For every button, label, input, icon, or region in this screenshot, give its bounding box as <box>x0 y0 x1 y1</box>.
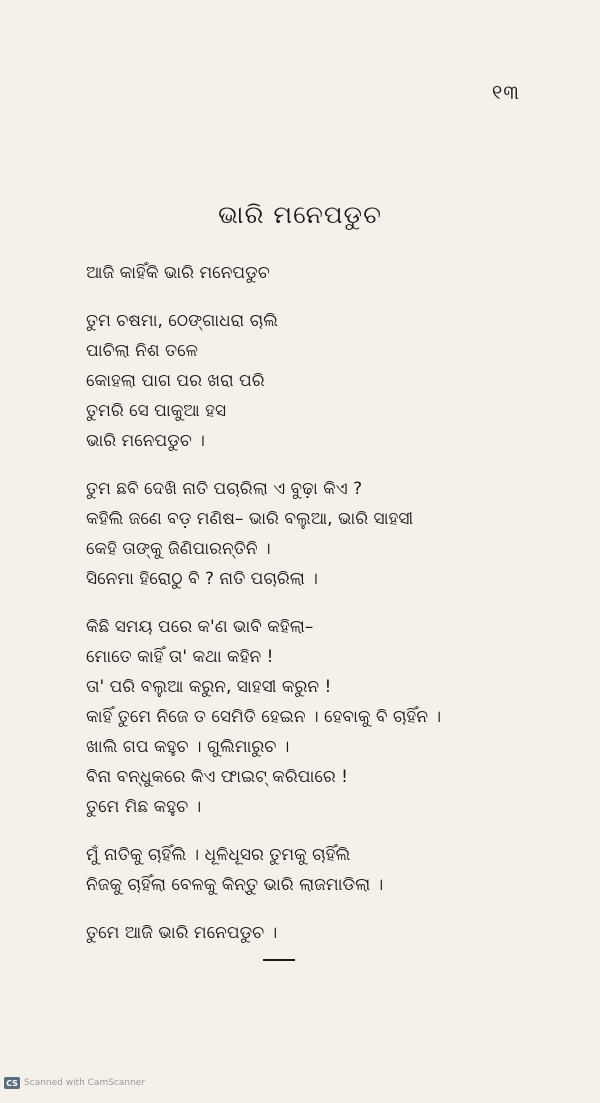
poem-line: ତା' ପରି ବଲୁଆ କରୁନ, ସାହସୀ କରୁନ ! <box>86 677 332 697</box>
poem-line: ଭାରି ମନେପଡୁଚ । <box>86 431 205 451</box>
stanza <box>86 474 576 594</box>
poem-line: ବିନା ବନ୍ଧୁକରେ କିଏ ଫାଇଟ୍ କରିପାରେ ! <box>86 767 348 787</box>
stanza <box>86 612 576 822</box>
page-number: ୧୩ <box>491 80 520 104</box>
poem-line: କେହି ତାଙ୍କୁ ଜିଣିପାରନ୍ତିନି । <box>86 539 271 559</box>
poem-line: ତୁମେ ମିଛ କହୁଚ । <box>86 797 202 817</box>
stanza <box>86 258 576 288</box>
camscanner-logo-icon: CS <box>4 1077 20 1089</box>
stanza <box>86 918 576 948</box>
end-rule <box>263 959 295 961</box>
poem-line: ମୋତେ କାହିଁ ତା' କଥା କହିନ ! <box>86 647 274 667</box>
poem-line: ତୁମ ଛବି ଦେଖି ନାତି ପଚାରିଲା ଏ ବୁଢ଼ା କିଏ ? <box>86 479 363 499</box>
poem-line: ଆଜି କାହିଁକି ଭାରି ମନେପଡୁଚ <box>86 263 270 283</box>
poem-line: ପାଚିଲା ନିଶ ତଳେ <box>86 341 198 361</box>
poem-line: କାହିଁ ତୁମେ ନିଜେ ତ ସେମିତି ହେଇନ । ହେବାକୁ ବି ଚାହିଁନ । <box>86 707 442 727</box>
watermark-text: Scanned with CamScanner <box>24 1078 146 1088</box>
poem-line: ସିନେମା ହିରୋଠୁ ବି ? ନାତି ପଚାରିଲା । <box>86 569 318 589</box>
poem-line: ତୁମ ଚଷମା, ଠେଙ୍ଗାଧରା ଚାଲି <box>86 311 278 331</box>
poem-line: ମୁଁ ନାତିକୁ ଚାହିଁଲି । ଧୂଳିଧୂସର ତୁମକୁ ଚାହିଁଲି <box>86 845 351 865</box>
poem-line: କହିଲି ଜଣେ ବଡ଼ ମଣିଷ– ଭାରି ବଲୁଆ, ଭାରି ସାହସୀ <box>86 509 414 529</box>
poem-line: ତୁମେ ଆଜି ଭାରି ମନେପଡୁଚ । <box>86 923 278 943</box>
poem-line: ତୁମରି ସେ ପାକୁଆ ହସ <box>86 401 227 421</box>
poem-body <box>86 258 576 948</box>
stanza <box>86 306 576 456</box>
poem-line: ନିଜକୁ ଚାହିଁଲା ବେଳକୁ କିନ୍ତୁ ଭାରି ଲାଜମାଡିଲା । <box>86 875 384 895</box>
stanza <box>86 840 576 900</box>
scanner-watermark <box>4 1077 145 1089</box>
poem-title: ଭାରି ମନେପଡୁଚ <box>218 200 382 229</box>
poem-line: କିଛି ସମୟ ପରେ କ'ଣ ଭାବି କହିଲା– <box>86 617 314 637</box>
poem-line: ଖାଲି ଗପ କହୁଚ । ଗୁଲିମାରୁଚ । <box>86 737 290 757</box>
poem-line: କୋହଲା ପାଗ ପର ଖରା ପରି <box>86 371 265 391</box>
